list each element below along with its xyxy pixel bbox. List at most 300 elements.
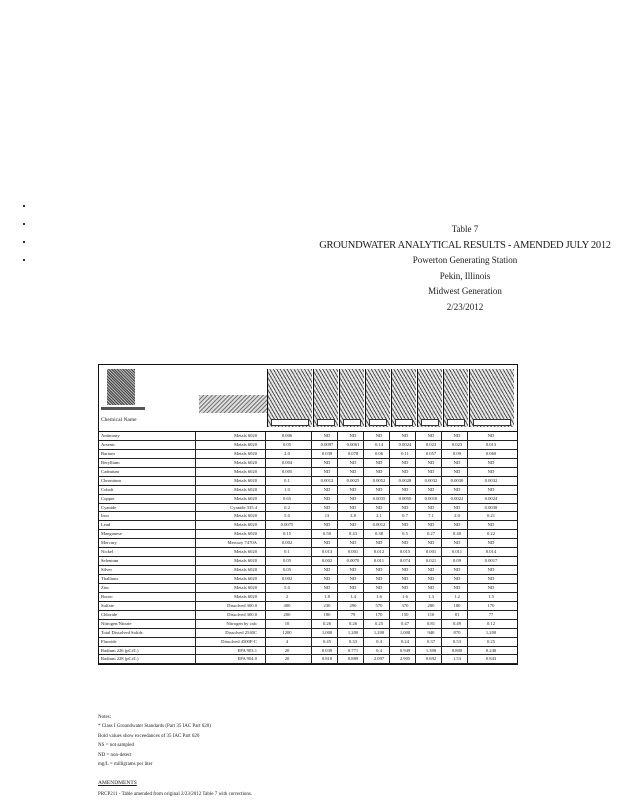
grid-line (467, 647, 468, 655)
standard-value-cell: 0.05 (282, 441, 292, 447)
note-line: ND = non-detect (98, 752, 132, 758)
chemical-name-cell: Cyanide (101, 504, 117, 510)
column-header-well (365, 369, 390, 427)
grid-line (311, 655, 312, 663)
grid-line (363, 638, 364, 646)
table-row (99, 521, 517, 530)
table-row (99, 584, 517, 593)
grid-line (363, 530, 364, 538)
standard-value-cell: 0.05 (282, 567, 292, 573)
grid-line (337, 638, 338, 646)
result-value-cell: 0.0018 (424, 495, 438, 501)
grid-line (337, 450, 338, 458)
result-value-cell: 180 (323, 611, 331, 617)
analysis-method-cell: Metals 6020 (234, 567, 257, 573)
result-value-cell: 0.37 (426, 638, 436, 644)
grid-line (363, 512, 364, 520)
result-value-cell: 0.21 (486, 513, 496, 519)
grid-line (415, 521, 416, 529)
grid-line (389, 575, 390, 583)
result-value-cell: 0.001 (347, 549, 359, 555)
result-value-cell: 0.53 (452, 638, 462, 644)
result-value-cell: 1,000 (321, 629, 333, 635)
grid-line (389, 486, 390, 494)
chemical-name-cell: Total Dissolved Solids (101, 629, 143, 635)
grid-line (265, 629, 266, 637)
table-row (99, 432, 517, 441)
grid-line (389, 611, 390, 619)
document-title: GROUNDWATER ANALYTICAL RESULTS - AMENDED JULY 2012 (319, 239, 611, 251)
result-value-cell: 1.2 (454, 593, 460, 599)
result-value-cell: 0.40 (452, 531, 462, 537)
grid-line (195, 521, 196, 529)
grid-line (265, 432, 266, 440)
grid-line (311, 432, 312, 440)
grid-line (195, 432, 196, 440)
grid-line (265, 530, 266, 538)
grid-line (441, 441, 442, 449)
standard-value-cell: 1.0 (284, 486, 290, 492)
result-value-cell: ND (323, 486, 331, 492)
result-value-cell: ND (349, 495, 357, 501)
grid-line (195, 441, 196, 449)
standard-value-cell: 0.002 (281, 540, 293, 546)
result-value-cell: ND (323, 576, 331, 581)
result-value-cell: 0.0038 (484, 504, 498, 510)
table-row (99, 504, 517, 513)
analysis-method-cell: Dissolved 4500F-C (221, 638, 257, 644)
facility-city: Pekin, Illinois (439, 270, 491, 281)
analysis-method-cell: Metals 6020 (234, 558, 257, 564)
standard-value-cell: 0.15 (282, 531, 292, 537)
grid-line (311, 459, 312, 467)
grid-line (337, 432, 338, 440)
result-value-cell: 0.771 (347, 647, 359, 653)
standard-value-cell: 20 (284, 647, 290, 653)
grid-line (441, 495, 442, 503)
grid-line (441, 548, 442, 556)
grid-line (389, 647, 390, 655)
grid-line (337, 557, 338, 565)
grid-line (363, 557, 364, 565)
grid-line (363, 593, 364, 601)
grid-line (311, 566, 312, 574)
grid-line (311, 468, 312, 476)
grid-line (265, 593, 266, 601)
grid-line (195, 620, 196, 628)
grid-line (311, 557, 312, 565)
grid-line (265, 504, 266, 512)
grid-line (311, 530, 312, 538)
result-value-cell: ND (453, 567, 461, 573)
margin-mark (23, 241, 25, 243)
grid-line (195, 548, 196, 556)
grid-line (337, 477, 338, 485)
standard-value-cell: 0.002 (281, 576, 293, 581)
result-value-cell: 370 (401, 602, 409, 608)
analysis-method-cell: Metals 6020 (234, 459, 257, 465)
result-value-cell: ND (323, 540, 331, 546)
analysis-method-cell: Metals 6020 (234, 531, 257, 537)
sample-header-shaded (199, 395, 267, 413)
grid-line (195, 593, 196, 601)
grid-line (389, 539, 390, 547)
chemical-name-cell: Iron (101, 513, 109, 519)
grid-line (311, 548, 312, 556)
result-value-cell: 1.5 (488, 593, 494, 599)
company-name: Midwest Generation (428, 286, 502, 296)
grid-line (441, 512, 442, 520)
grid-line (467, 548, 468, 556)
standard-value-cell: 0.005 (281, 468, 293, 474)
column-header-standard (267, 369, 312, 427)
table-row (99, 459, 517, 468)
result-value-cell: 0.27 (426, 531, 436, 537)
grid-line (389, 593, 390, 601)
result-value-cell: ND (349, 459, 357, 465)
table-row (99, 566, 517, 575)
result-value-cell: 0.011 (373, 558, 385, 564)
analysis-method-cell: Nitrogen by calc (226, 620, 257, 626)
result-value-cell: ND (375, 433, 383, 438)
grid-line (265, 584, 266, 592)
grid-line (311, 495, 312, 503)
table-row (99, 486, 517, 495)
result-value-cell: ND (427, 540, 435, 546)
standard-value-cell: 0.1 (284, 477, 290, 483)
result-value-cell: 0.81 (426, 620, 436, 626)
chemical-name-cell: Silver (101, 567, 112, 573)
result-value-cell: 2.097 (373, 656, 385, 662)
chemical-name-cell: Cobalt (101, 486, 114, 492)
grid-line (441, 557, 442, 565)
chemical-name-cell: Arsenic (101, 441, 116, 447)
grid-line (265, 566, 266, 574)
grid-line (389, 530, 390, 538)
result-value-cell: 0.11 (401, 450, 409, 456)
grid-line (389, 620, 390, 628)
grid-line (363, 629, 364, 637)
result-value-cell: ND (401, 486, 409, 492)
result-value-cell: 0.0012 (320, 477, 334, 483)
result-value-cell: ND (375, 504, 383, 510)
result-value-cell: 0.0097 (320, 441, 334, 447)
column-header-well (339, 369, 364, 427)
result-value-cell: 2.905 (399, 656, 411, 662)
result-value-cell: 1.53 (452, 656, 462, 662)
analysis-method-cell: Metals 6020 (234, 486, 257, 492)
grid-line (195, 611, 196, 619)
grid-line (337, 593, 338, 601)
result-value-cell: 0.33 (348, 638, 358, 644)
standard-value-cell: 4 (285, 638, 289, 644)
grid-line (363, 468, 364, 476)
grid-line (265, 638, 266, 646)
grid-line (467, 441, 468, 449)
result-value-cell: ND (349, 486, 357, 492)
grid-line (415, 486, 416, 494)
grid-line (337, 521, 338, 529)
grid-line (265, 459, 266, 467)
result-value-cell: 0.25 (374, 620, 384, 626)
analysis-method-cell: Metals 6020 (234, 593, 257, 599)
result-value-cell: ND (453, 576, 461, 581)
column-header-well (313, 369, 338, 427)
result-value-cell: 0.014 (485, 549, 497, 555)
grid-line (389, 432, 390, 440)
result-value-cell: ND (349, 522, 357, 528)
grid-line (311, 477, 312, 485)
grid-line (195, 584, 196, 592)
grid-line (415, 459, 416, 467)
grid-line (265, 441, 266, 449)
result-value-cell: 0.0032 (424, 477, 438, 483)
grid-line (467, 521, 468, 529)
standard-value-cell: 0.1 (284, 549, 290, 555)
analysis-method-cell: Metals 6020 (234, 468, 257, 474)
analysis-method-cell: EPA 904.0 (237, 656, 257, 662)
grid-line (415, 512, 416, 520)
chemical-name-cell: Chloride (101, 611, 118, 617)
table-body (99, 432, 517, 664)
grid-line (337, 647, 338, 655)
result-value-cell: 0.0017 (484, 558, 498, 564)
grid-line (441, 629, 442, 637)
standard-value-cell: 10 (284, 620, 290, 626)
grid-line (311, 647, 312, 655)
grid-line (311, 486, 312, 494)
result-value-cell: 0.800 (451, 647, 463, 653)
result-value-cell: ND (375, 459, 383, 465)
grid-line (389, 504, 390, 512)
result-value-cell: 940 (427, 629, 435, 635)
logo-caption (101, 407, 145, 410)
result-value-cell: ND (427, 468, 435, 474)
result-value-cell: 2.1 (376, 513, 382, 519)
grid-line (415, 530, 416, 538)
grid-line (441, 566, 442, 574)
grid-line (265, 575, 266, 583)
grid-line (441, 593, 442, 601)
grid-line (337, 620, 338, 628)
result-value-cell: 0.06 (374, 450, 384, 456)
result-value-cell: ND (323, 468, 331, 474)
grid-line (311, 504, 312, 512)
table-row (99, 593, 517, 602)
result-value-cell: 77 (488, 611, 494, 617)
grid-line (467, 539, 468, 547)
grid-line (195, 486, 196, 494)
grid-line (415, 638, 416, 646)
grid-line (311, 620, 312, 628)
grid-line (265, 486, 266, 494)
grid-line (467, 602, 468, 610)
result-value-cell: ND (487, 567, 495, 573)
grid-line (265, 548, 266, 556)
result-value-cell: ND (453, 459, 461, 465)
grid-line (311, 450, 312, 458)
result-value-cell: ND (487, 576, 495, 581)
result-value-cell: ND (427, 567, 435, 573)
result-value-cell: 0.060 (485, 450, 497, 456)
result-value-cell: ND (323, 504, 331, 510)
grid-line (441, 575, 442, 583)
grid-line (195, 575, 196, 583)
result-value-cell: 0.013 (485, 441, 497, 447)
result-value-cell: ND (349, 567, 357, 573)
grid-line (265, 512, 266, 520)
grid-line (415, 504, 416, 512)
result-value-cell: ND (401, 576, 409, 581)
result-value-cell: 0.012 (373, 549, 385, 555)
analysis-method-cell: Metals 6020 (234, 433, 257, 438)
result-value-cell: 1.6 (402, 593, 408, 599)
note-line: Bold values show exceedances of 35 IAC Part 620 (98, 733, 200, 739)
result-value-cell: 280 (427, 602, 435, 608)
grid-line (467, 638, 468, 646)
margin-mark (23, 205, 25, 207)
analysis-method-cell: Metals 6020 (234, 513, 257, 519)
grid-line (195, 512, 196, 520)
result-value-cell: 0.0035 (372, 495, 386, 501)
standard-value-cell: 0.2 (284, 504, 290, 510)
note-line: NS = not sampled (98, 743, 135, 749)
grid-line (415, 593, 416, 601)
result-value-cell: 290 (349, 602, 357, 608)
result-value-cell: ND (401, 433, 409, 438)
result-value-cell: 3.8 (350, 513, 356, 519)
result-value-cell: 0.011 (451, 549, 463, 555)
result-value-cell: 0.49 (452, 620, 462, 626)
grid-line (389, 629, 390, 637)
result-value-cell: ND (453, 486, 461, 492)
grid-line (389, 638, 390, 646)
result-value-cell: 0.25 (486, 638, 496, 644)
grid-line (363, 477, 364, 485)
result-value-cell: 150 (401, 611, 409, 617)
result-value-cell: 0.039 (321, 647, 333, 653)
table-row (99, 620, 517, 629)
grid-line (195, 468, 196, 476)
result-value-cell: ND (349, 433, 357, 438)
result-value-cell: ND (323, 567, 331, 573)
grid-line (363, 450, 364, 458)
result-value-cell: ND (401, 468, 409, 474)
result-value-cell: 0.0052 (372, 477, 386, 483)
grid-line (363, 602, 364, 610)
chemical-name-cell: Manganese (101, 531, 122, 537)
grid-line (415, 566, 416, 574)
standard-value-cell: 0.006 (281, 433, 293, 438)
standard-value-cell: 0.004 (281, 459, 293, 465)
grid-line (467, 593, 468, 601)
grid-line (337, 504, 338, 512)
grid-line (337, 566, 338, 574)
result-value-cell: 0.4 (376, 638, 382, 644)
result-value-cell: 0.5 (402, 531, 408, 537)
grid-line (441, 486, 442, 494)
grid-line (441, 655, 442, 663)
grid-line (415, 468, 416, 476)
analysis-method-cell: Metals 6020 (234, 584, 257, 590)
grid-line (195, 655, 196, 663)
analysis-method-cell: EPA 903.1 (237, 647, 257, 653)
grid-line (363, 504, 364, 512)
chemical-name-cell: Sulfate (101, 602, 115, 608)
grid-line (311, 575, 312, 583)
result-value-cell: 0.057 (425, 450, 437, 456)
result-value-cell: 0.023 (425, 441, 437, 447)
result-value-cell: 1,200 (347, 629, 359, 635)
result-value-cell: 0.43 (348, 531, 358, 537)
grid-line (363, 611, 364, 619)
margin-mark (23, 223, 25, 225)
result-value-cell: ND (427, 433, 435, 438)
grid-line (467, 575, 468, 583)
grid-line (195, 602, 196, 610)
result-value-cell: 0.14 (374, 441, 384, 447)
standard-value-cell: 2.0 (284, 450, 290, 456)
result-value-cell: ND (427, 459, 435, 465)
result-value-cell: 0.074 (399, 558, 411, 564)
table-row (99, 602, 517, 611)
grid-line (363, 575, 364, 583)
grid-line (389, 477, 390, 485)
chemical-name-cell: Copper (101, 495, 115, 501)
chemical-name-cell: Barium (101, 450, 115, 456)
result-value-cell: 1.6 (376, 593, 382, 599)
result-value-cell: 0.240 (485, 647, 497, 653)
standard-value-cell: 0.0075 (280, 522, 294, 528)
result-value-cell: ND (349, 584, 357, 590)
result-value-cell: ND (349, 576, 357, 581)
result-value-cell: ND (427, 522, 435, 528)
grid-line (195, 638, 196, 646)
result-value-cell: 0.22 (486, 531, 496, 537)
grid-line (337, 655, 338, 663)
grid-line (337, 584, 338, 592)
grid-line (441, 602, 442, 610)
grid-line (311, 539, 312, 547)
grid-line (467, 459, 468, 467)
grid-line (415, 539, 416, 547)
amendments-title: AMENDMENTS (98, 780, 137, 786)
result-value-cell: 0.0024 (484, 495, 498, 501)
result-value-cell: 79 (350, 611, 356, 617)
result-value-cell: 0.09 (452, 450, 462, 456)
result-value-cell: ND (487, 540, 495, 546)
grid-line (415, 557, 416, 565)
analysis-method-cell: Metals 6020 (234, 450, 257, 456)
result-value-cell: 0.810 (321, 656, 333, 662)
result-value-cell: 0.023 (451, 441, 463, 447)
result-value-cell: 0.38 (374, 531, 384, 537)
grid-line (195, 504, 196, 512)
grid-line (363, 441, 364, 449)
result-value-cell: 7.1 (428, 513, 434, 519)
result-value-cell: 1.390 (425, 647, 437, 653)
result-value-cell: 110 (427, 611, 435, 617)
chemical-name-cell: Chromium (101, 477, 121, 483)
grid-line (363, 495, 364, 503)
result-value-cell: ND (487, 468, 495, 474)
analysis-method-cell: Metals 6020 (234, 477, 257, 483)
grid-line (265, 468, 266, 476)
result-value-cell: 1.3 (428, 593, 434, 599)
grid-line (311, 521, 312, 529)
result-value-cell: ND (323, 459, 331, 465)
grid-line (389, 468, 390, 476)
